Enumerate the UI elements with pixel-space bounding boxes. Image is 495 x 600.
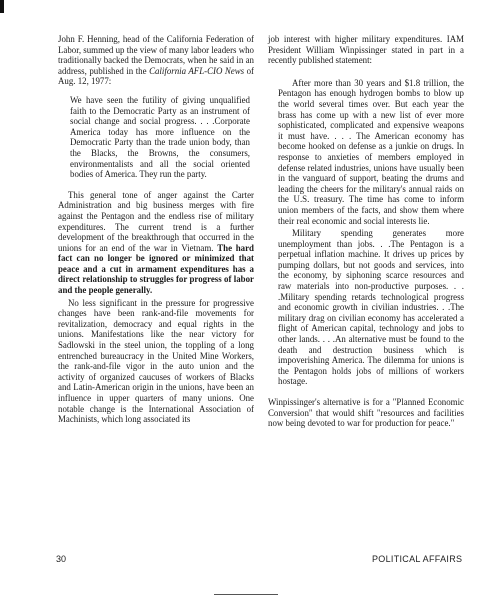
page-number: 30 — [56, 554, 67, 564]
right-paragraph-conversion: Winpissinger's alternative is for a "Planned Economic Conversion" that would shift "resources and facilities now being devoted to war for production for peace." — [268, 397, 464, 429]
hard-fact-bold-text: The hard fact can no longer be ignored or minimized that peace and a cut in armament expenditures has a direct relationship to struggles for progress of labor and the people generally. — [58, 242, 254, 296]
winpissinger-quote-part2: Military spending generates more unemployment than jobs. . .The Pentagon is a perpetual inflation machine. It drives up prices by pumping dollars, but not goods and services, into the economy, by siphoning scarce resources and raw materials into non-productive purposes. . . .Military spending retards technological progress and economic growth in civilian industries. . .The military drag on civilian economy has accelerated a flight of American capital, technology and jobs to other lands. . . .An alternative must be found to the death and destruction business which is impoverishing America. The dilemma for unions is the Pentagon holds jobs of millions of workers hostage. — [278, 228, 464, 387]
left-column — [58, 34, 254, 433]
anger-text: This general tone of anger against the Carter Administration and big business merges with fire against the Pentagon and the endless rise of military expenditures. The current trend is a further development of the breakthrough that occurred in the unions for an end of the war in Vietnam. — [58, 189, 254, 253]
henning-quote-text: We have seen the futility of giving unqualified faith to the Democratic Party as an instrument of social change and social progress. . . .Corporate America today has more influence on the Democratic Party than the trade union body, than the Blacks, the Browns, the consumers, environmentalists and all the social oriented bodies of America. They run the party. — [70, 94, 250, 180]
left-paragraph-anger — [58, 190, 254, 296]
journal-name: POLITICAL AFFAIRS — [372, 554, 463, 564]
publication-title: California AFL-CIO News — [149, 65, 245, 76]
scan-corner-mark — [0, 0, 4, 13]
right-paragraph-iam: job interest with higher military expenditures. IAM President William Winpissinger stated in part in a recently published statement: — [268, 34, 464, 66]
right-column — [268, 34, 464, 437]
left-paragraph-rank-and-file: No less significant in the pressure for progressive changes have been rank-and-file movements for revitalization, democracy and equal rights in the unions. Manifestations like the near victory for Sadlowski in the steel union, the toppling of a long entrenched bureaucracy in the United Mine Workers, the rank-and-file vigor in the auto union and the activity of organized caucuses of workers of Blacks and Latin-American origin in the unions, have been an influence in upper quarters of many unions. One notable change is the International Association of Machinists, which long associated its — [58, 297, 254, 425]
henning-quote — [70, 95, 250, 180]
henning-intro-text: John F. Henning, head of the California Federation of Labor, summed up the view of many labor leaders who traditionally backed the Democrats, when he said in an address, published in the — [58, 34, 254, 76]
left-paragraph-henning — [58, 34, 254, 87]
bottom-rule — [214, 594, 278, 595]
winpissinger-quote — [278, 78, 464, 387]
winpissinger-quote-part1: After more than 30 years and $1.8 trillion, the Pentagon has enough hydrogen bombs to blow up the world several times over. But each year the brass has come up with a new list of ever more sophisticated, complicated and expensive weapons it must have. . . . The American economy has become hooked on defense as a junkie on drugs. In response to anxieties of members employed in defense related industries, unions have usually been in the vanguard of support, beating the drums and leading the cheers for the military's annual raids on the U.S. treasury. The time has come to inform union members of the facts, and show them where their real economic and social interests lie. — [278, 77, 464, 226]
henning-date-text: of Aug. 12, 1977: — [58, 65, 255, 87]
